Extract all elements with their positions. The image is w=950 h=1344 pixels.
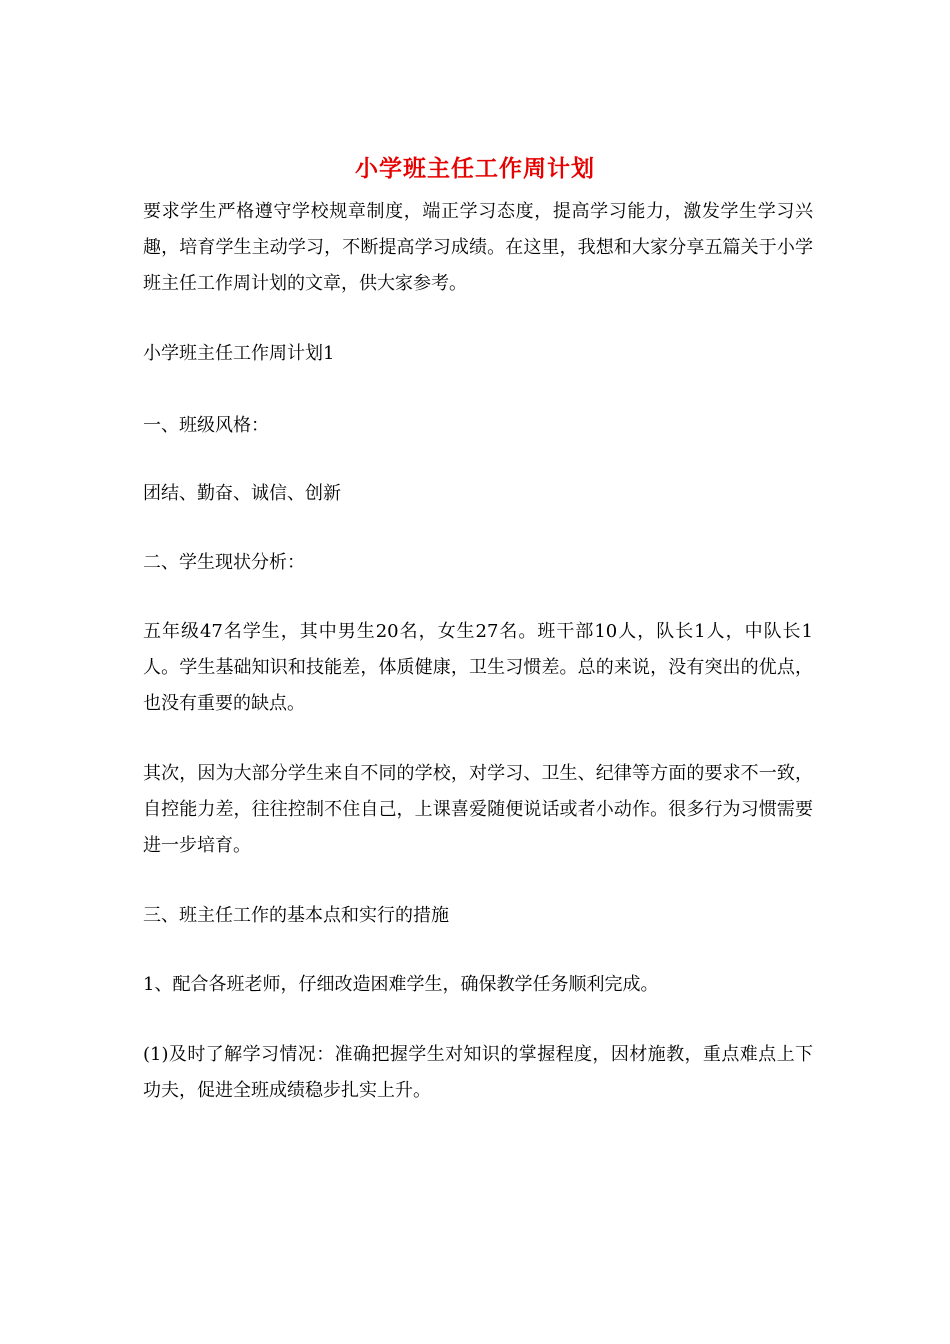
section-heading-measures: 三、班主任工作的基本点和实行的措施 <box>143 905 449 926</box>
section-heading-student-analysis: 二、学生现状分析： <box>143 552 305 573</box>
section-heading-class-style: 一、班级风格： <box>143 415 269 436</box>
intro-paragraph: 要求学生严格遵守学校规章制度，端正学习态度，提高学习能力，激发学生学习兴趣，培育学生主动学习，不断提高学习成绩。在这里，我想和大家分享五篇关于小学班主任工作周计划的文章，供大家参考。 <box>143 201 813 294</box>
document-title: 小学班主任工作周计划 <box>355 155 595 182</box>
measure-sub-item-1: (1)及时了解学习情况：准确把握学生对知识的掌握程度，因材施教，重点难点上下功夫，促进全班成绩稳步扎实上升。 <box>143 1044 813 1101</box>
class-style-text: 团结、勤奋、诚信、创新 <box>143 483 341 504</box>
student-analysis-paragraph: 五年级47名学生，其中男生20名，女生27名。班干部10人，队长1人，中队长1人。学生基础知识和技能差，体质健康，卫生习惯差。总的来说，没有突出的优点，也没有重要的缺点。 <box>143 621 813 714</box>
measure-item-1: 1、配合各班老师，仔细改造困难学生，确保教学任务顺利完成。 <box>143 974 659 995</box>
plan-heading: 小学班主任工作周计划1 <box>143 343 335 364</box>
second-analysis-paragraph: 其次，因为大部分学生来自不同的学校，对学习、卫生、纪律等方面的要求不一致，自控能力差，往往控制不住自己，上课喜爱随便说话或者小动作。很多行为习惯需要进一步培育。 <box>143 763 813 856</box>
